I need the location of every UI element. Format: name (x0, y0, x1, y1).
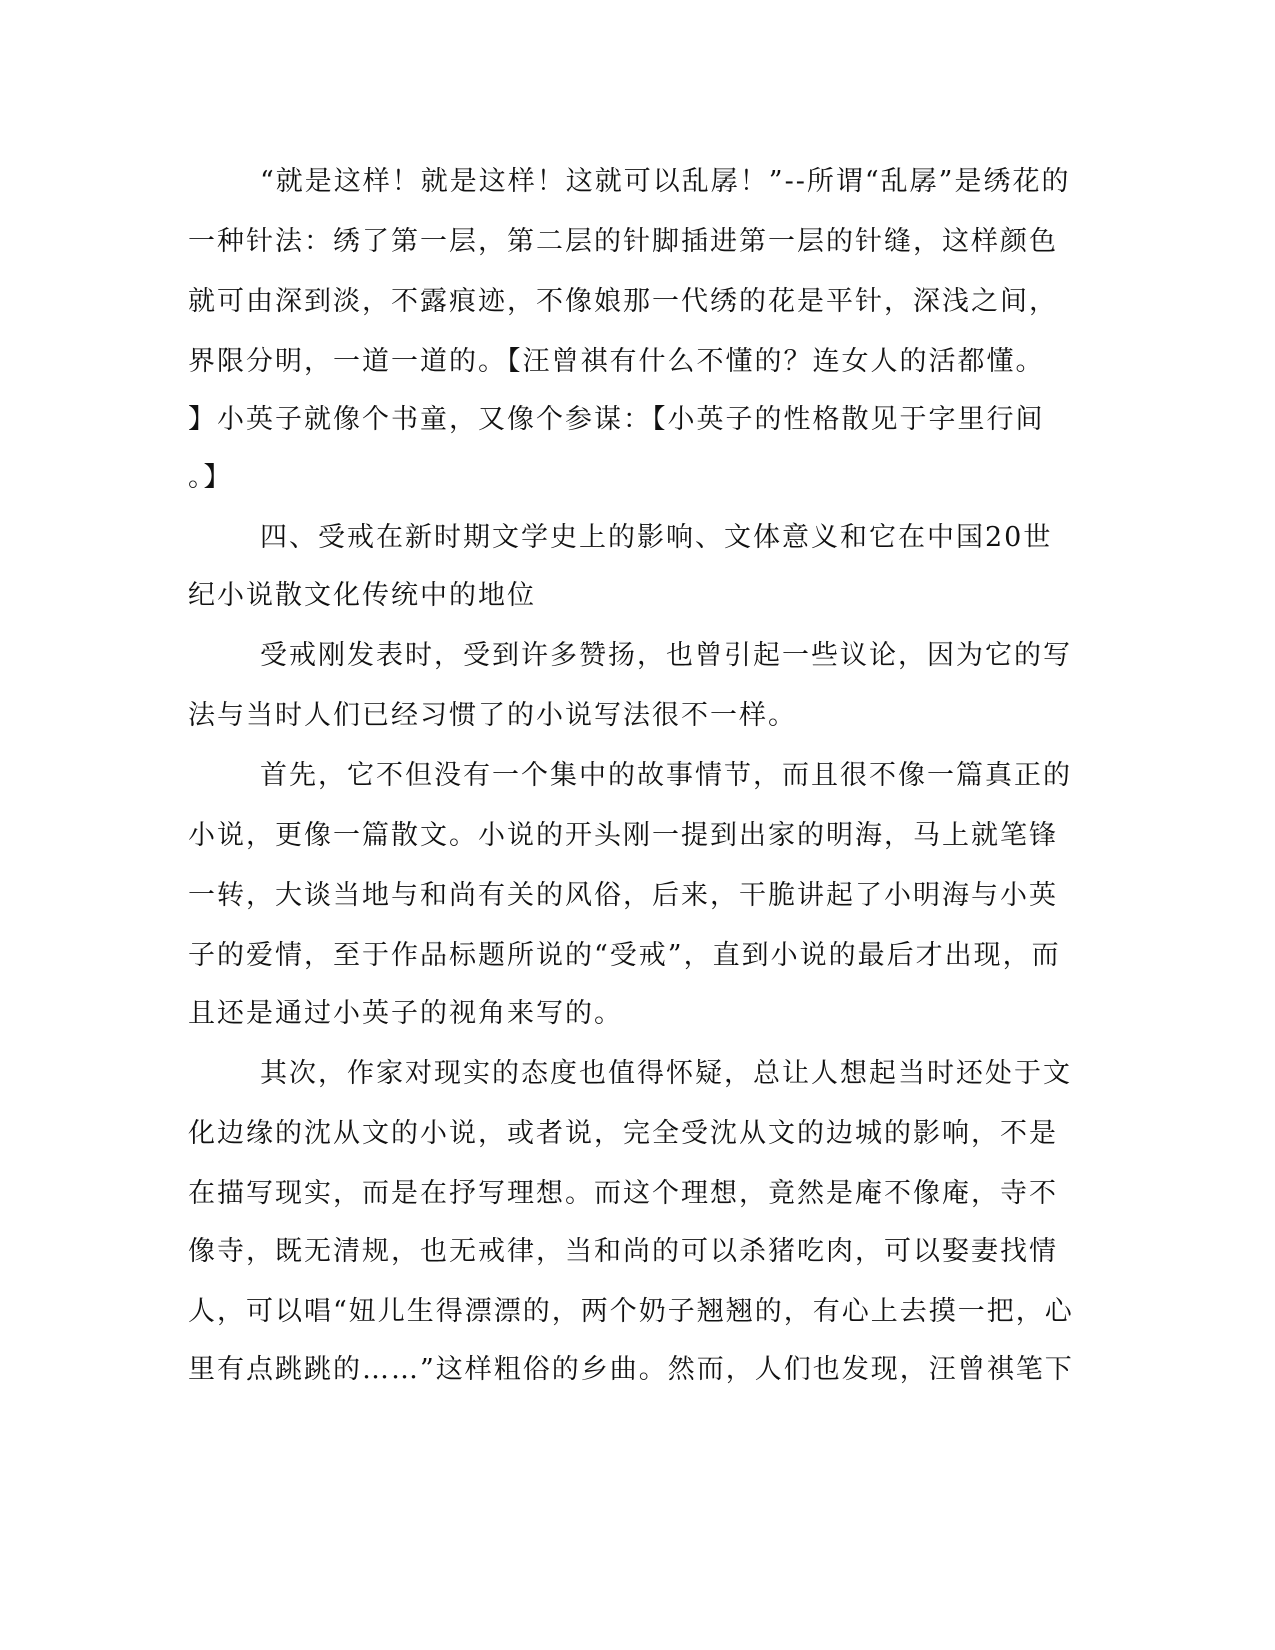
text-line: 像寺，既无清规，也无戒律，当和尚的可以杀猪吃肉，可以娶妻找情 (188, 1236, 1058, 1267)
text-line: 法与当时人们已经习惯了的小说写法很不一样。 (188, 700, 797, 731)
text-line: 其次，作家对现实的态度也值得怀疑，总让人想起当时还处于文 (260, 1058, 1072, 1089)
text-line: 】小英子就像个书童，又像个参谋：【小英子的性格散见于字里行间 (188, 404, 1045, 435)
text-line: 。】 (188, 462, 233, 493)
text-line: 首先，它不但没有一个集中的故事情节，而且很不像一篇真正的 (260, 760, 1072, 791)
text-line: 且还是通过小英子的视角来写的。 (188, 998, 623, 1029)
text-line: 子的爱情，至于作品标题所说的“受戒”，直到小说的最后才出现，而 (188, 940, 1061, 971)
text-line: 小说，更像一篇散文。小说的开头刚一提到出家的明海，马上就笔锋 (188, 820, 1058, 851)
text-line: 在描写现实，而是在抒写理想。而这个理想，竟然是庵不像庵，寺不 (188, 1178, 1058, 1209)
text-line: 人，可以唱“妞儿生得漂漂的，两个奶子翘翘的，有心上去摸一把，心 (188, 1296, 1074, 1327)
text-line: 界限分明，一道一道的。【汪曾祺有什么不懂的？连女人的活都懂。 (188, 346, 1045, 377)
text-line: 里有点跳跳的……”这样粗俗的乡曲。然而，人们也发现，汪曾祺笔下 (188, 1354, 1074, 1385)
section-heading-line: 纪小说散文化传统中的地位 (188, 580, 536, 611)
text-line: 一转，大谈当地与和尚有关的风俗，后来，干脆讲起了小明海与小英 (188, 880, 1058, 911)
text-line: “就是这样！就是这样！这就可以乱孱！”--所谓“乱孱”是绣花的 (260, 166, 1071, 197)
text-line: 一种针法：绣了第一层，第二层的针脚插进第一层的针缝，这样颜色 (188, 226, 1058, 257)
text-line: 化边缘的沈从文的小说，或者说，完全受沈从文的边城的影响，不是 (188, 1118, 1058, 1149)
section-heading-line: 四、受戒在新时期文学史上的影响、文体意义和它在中国20世 (260, 522, 1053, 553)
text-line: 就可由深到淡，不露痕迹，不像娘那一代绣的花是平针，深浅之间， (188, 286, 1058, 317)
text-line: 受戒刚发表时，受到许多赞扬，也曾引起一些议论，因为它的写 (260, 640, 1072, 671)
